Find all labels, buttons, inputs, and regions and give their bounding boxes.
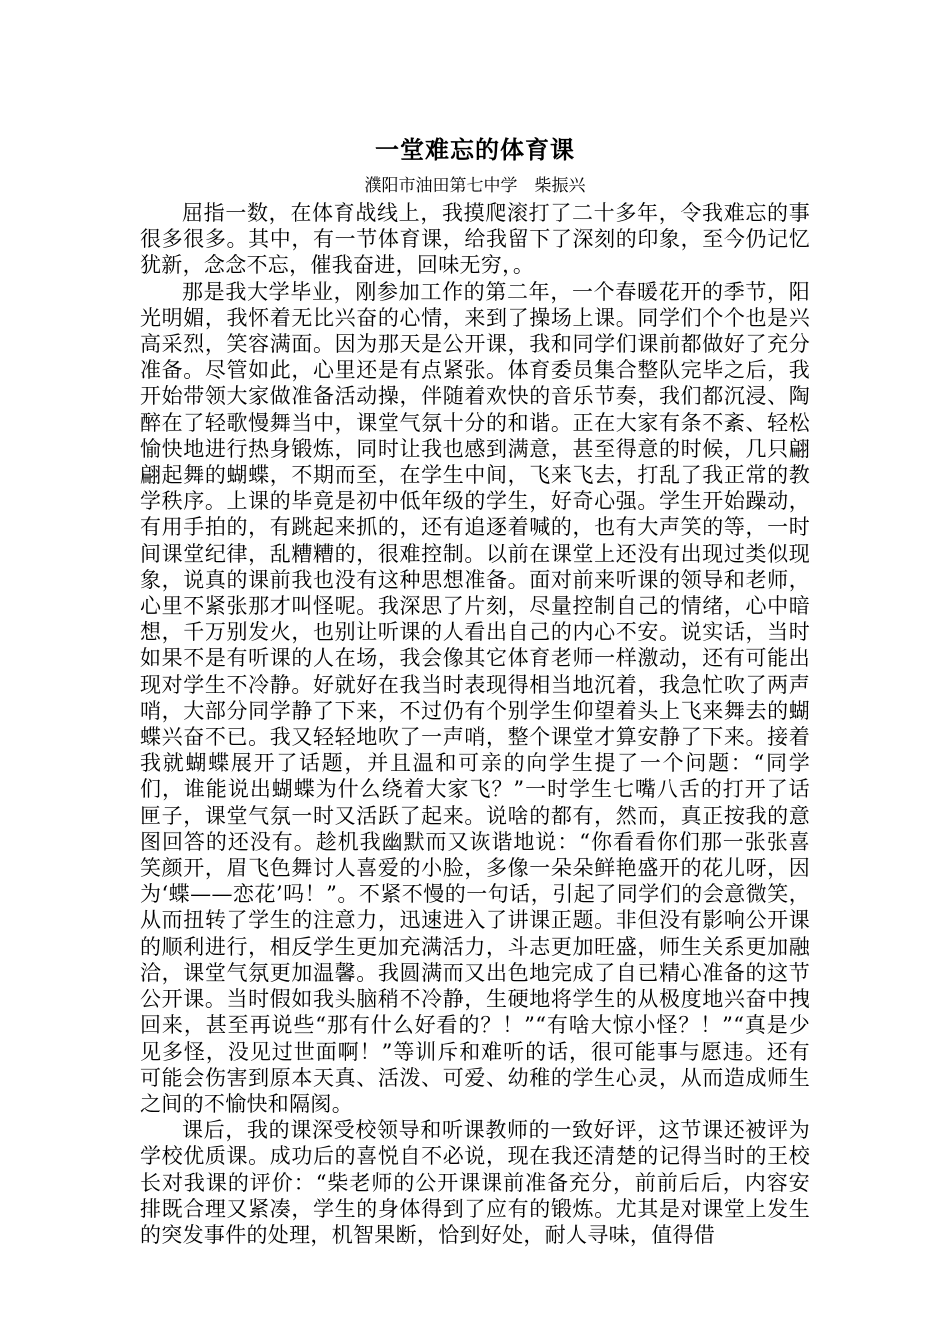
paragraph-story: 那是我大学毕业，刚参加工作的第二年，一个春暖花开的季节，阳光明媚，我怀着无比兴奋的心情，来到了操场上课。同学们个个也是兴高采烈，笑容满面。因为那天是公开课，我和同学们课前都做好了充分准备。尽管如此，心里还是有点紧张。体育委员集合整队完毕之后，我开始带领大家做准备活动操，伴随着欢快的音乐节奏，我们都沉浸、陶醉在了轻歌慢舞当中，课堂气氛十分的和谐。正在大家有条不紊、轻松愉快地进行热身锻炼，同时让我也感到满意，甚至得意的时候，几只翩翩起舞的蝴蝶，不期而至，在学生中间，飞来飞去，打乱了我正常的教学秩序。上课的毕竟是初中低年级的学生，好奇心强。学生开始躁动，有用手拍的，有跳起来抓的，还有追逐着喊的，也有大声笑的等，一时间课堂纪律，乱糟糟的，很难控制。以前在课堂上还没有出现过类似现象，说真的课前我也没有这种思想准备。面对前来听课的领导和老师，心里不紧张那才叫怪呢。我深思了片刻，尽量控制自己的情绪，心中暗想，千万别发火，也别让听课的人看出自己的内心不安。说实话，当时如果不是有听课的人在场，我会像其它体育老师一样激动，还有可能出现对学生不冷静。好就好在我当时表现得相当地沉着，我急忙吹了两声哨，大部分同学静了下来，不过仍有个别学生仰望着头上飞来舞去的蝴蝶兴奋不已。我又轻轻地吹了一声哨，整个课堂才算安静了下来。接着我就蝴蝶展开了话题，并且温和可亲的向学生提了一个问题：“同学们，谁能说出蝴蝶为什么绕着大家飞？”一时学生七嘴八舌的打开了话匣子，课堂气氛一时又活跃了起来。说啥的都有，然而，真正按我的意图回答的还没有。趁机我幽默而又诙谐地说：“你看看你们那一张张喜笑颜开，眉飞色舞讨人喜爱的小脸，多像一朵朵鲜艳盛开的花儿呀，因为‘蝶——恋花’吗！”。不紧不慢的一句话，引起了同学们的会意微笑，从而扭转了学生的注意力，迅速进入了讲课正题。非但没有影响公开课的顺利进行，相反学生更加充满活力，斗志更加旺盛，师生关系更加融洽，课堂气氛更加温馨。我圆满而又出色地完成了自已精心准备的这节公开课。当时假如我头脑稍不冷静，生硬地将学生的从极度地兴奋中拽回来，甚至再说些“那有什么好看的？！”“有啥大惊小怪？！”“真是少见多怪，没见过世面啊！”等训斥和难听的话，很可能事与愿违。还有可能会伤害到原本天真、活泼、可爱、幼稚的学生心灵，从而造成师生之间的不愉快和隔阂。 (140, 279, 810, 1116)
author-line: 濮阳市油田第七中学 柴振兴 (364, 176, 586, 196)
paragraph-after-class: 课后，我的课深受校领导和听课教师的一致好评，这节课还被评为学校优质课。成功后的喜悦自不必说，现在我还清楚的记得当时的王校长对我课的评价：“柴老师的公开课课前准备充分，前前后后，内容安排既合理又紧凑，学生的身体得到了应有的锻炼。尤其是对课堂上发生的突发事件的处理，机智果断，恰到好处，耐人寻味，值得借 (140, 1118, 810, 1247)
document-title: 一堂难忘的体育课 (375, 136, 575, 164)
document-body (140, 200, 810, 1248)
paragraph-intro: 屈指一数，在体育战线上，我摸爬滚打了二十多年，令我难忘的事很多很多。其中，有一节体育课，给我留下了深刻的印象，至今仍记忆犹新，念念不忘，催我奋进，回味无穷，。 (140, 201, 810, 278)
